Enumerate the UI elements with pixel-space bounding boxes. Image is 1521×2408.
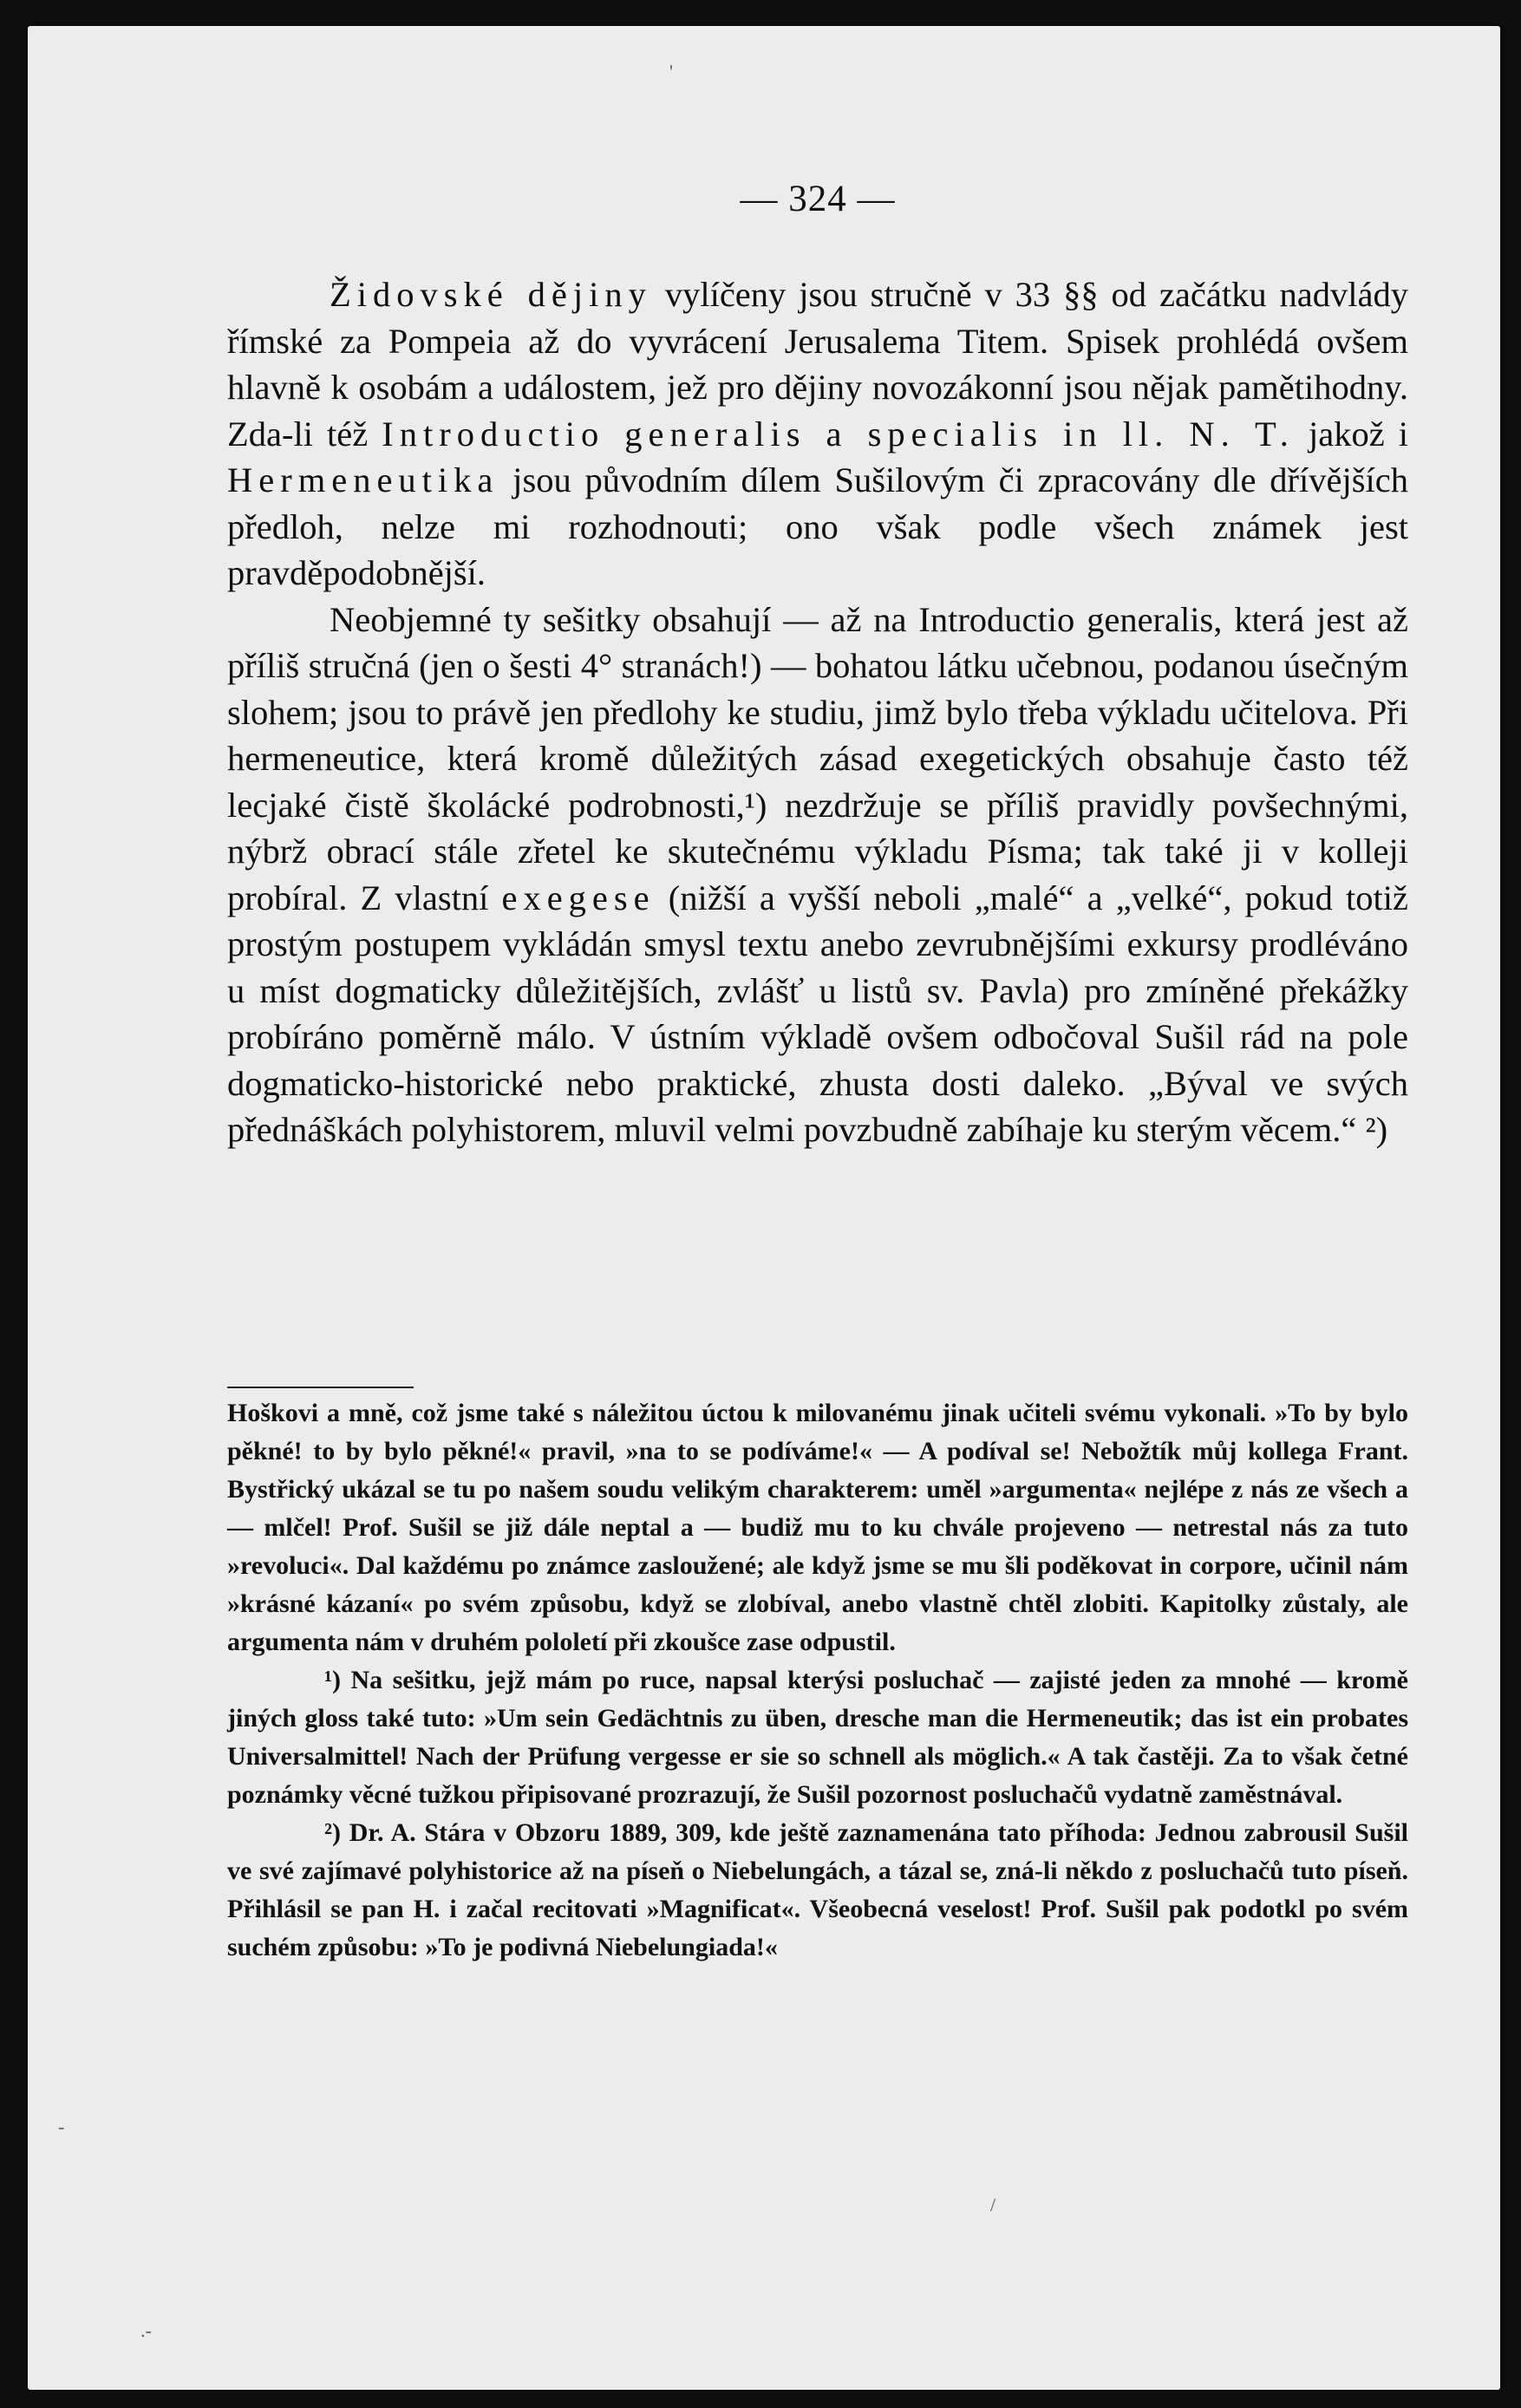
footnotes [227, 1394, 1408, 1967]
margin-mark: - [58, 2116, 65, 2137]
paragraph-text: (nižší a vyšší neboli „malé“ a „velké“, pokud totiž prostým postupem vykládán smysl textu anebo zevrubnějšími exkursy prodléváno u míst dogmaticky důležitějších, zvlášť u listů sv. Pavla) pro zmíněné překážky probíráno poměrně málo. V ústním výkladě ovšem odbočoval Sušil rád na pole dogmaticko-historické nebo praktické, zhusta dosti daleko. „Býval ve svých přednáškách polyhistorem, mluvil velmi povzbudně zabíhaje ku sterým věcem.“ ²) [227, 878, 1409, 1149]
margin-mark: .- [140, 2320, 152, 2341]
paragraph-2 [227, 597, 1408, 1153]
footnote-continuation: Hoškovi a mně, což jsme také s náležitou úctou k milovanému jinak učiteli svému vykonali. »To by bylo pěkné! to by bylo pěkné!« pravil, »na to se podíváme!« — A podíval se! Nebožtík můj kollega Frant. Bystřický ukázal se tu po našem soudu velikým charakterem: uměl »argumenta« nejlépe z nás ze všech a — mlčel! Prof. Sušil se již dále neptal a — budiž mu to ku chvále projeveno — netrestal nás za tuto »revoluci«. Dal každému po známce zasloužené; ale když jsme se mu šli poděkovat in corpore, učinil nám »krásné kázaní« po svém způsobu, když se zlobíval, anebo vlastně chtěl zlobiti. Kapitolky zůstaly, ale argumenta nám v druhém pololetí při zkoušce zase odpustil. [227, 1399, 1408, 1656]
paragraph-text: jakož i [1294, 414, 1408, 454]
footnote-separator [227, 1387, 414, 1388]
spaced-term: exegese [501, 878, 656, 917]
speck-mark: ' [669, 61, 673, 82]
spaced-title: Hermeneutika [227, 460, 499, 499]
footnote-1: ¹) Na sešitku, jejž mám po ruce, napsal kterýsi posluchač — zajisté jeden za mnohé — kromě jiných gloss také tuto: »Um sein Gedächtnis zu üben, dresche man die Hermeneutik; das ist ein probates Universalmittel! Nach der Prüfung vergesse er sie so schnell als möglich.« A tak častěji. Za to však četné poznámky věcné tužkou připisované prozrazují, že Sušil pozornost posluchačů vydatně zaměstnával. [227, 1666, 1408, 1809]
page-number: — 324 — [740, 179, 896, 219]
footnote-2: ²) Dr. A. Stára v Obzoru 1889, 309, kde ještě zaznamenána tato příhoda: Jednou zabrousil Sušil ve své zajímavé polyhistorice až na píseň o Niebelungách, a tázal se, zná-li někdo z posluchačů tuto píseň. Přihlásil se pan H. i začal recitovati »Magnificat«. Všeobecná veselost! Prof. Sušil pak podotkl po svém suchém způsobu: »To je podivná Niebelungiada!« [227, 1818, 1408, 1961]
paragraph-1 [227, 271, 1408, 597]
main-text [227, 271, 1408, 1153]
spaced-title: Židovské dějiny [330, 275, 652, 314]
paragraph-text: Neobjemné ty sešitky obsahují — až na Introductio generalis, která jest až příliš stručná (jen o šesti 4° stranách!) — bohatou látku učebnou, podanou úsečným slohem; jsou to právě jen předlohy ke studiu, jimž bylo třeba výkladu učitelova. Při hermeneutice, která kromě důležitých zásad exegetických obsahuje často též lecjaké čistě školácké podrobnosti,¹) nezdržuje se příliš pravidly povšechnými, nýbrž obrací stále zřetel ke skutečnému výkladu Písma; tak také ji v kolleji probíral. Z vlastní [227, 599, 1408, 917]
paragraph-text: vylíčeny jsou stručně v 33 §§ od začátku nadvlády římské za Pompeia až do vyvrácení Jerusalema Titem. Spisek prohlédá ovšem hlavně k osobám a událostem, jež pro dějiny novozákonní jsou nějak pamětihodny. Zda-li též [227, 275, 1408, 454]
spaced-title: Introductio generalis a specialis in ll. N. T. [382, 414, 1295, 454]
scanned-page [28, 26, 1500, 2390]
speck-mark: / [990, 2194, 996, 2215]
paragraph-text: jsou původním dílem Sušilovým či zpracovány dle dřívějších předloh, nelze mi rozhodnouti; ono však podle všech známek jest pravděpodobnější. [227, 460, 1408, 592]
